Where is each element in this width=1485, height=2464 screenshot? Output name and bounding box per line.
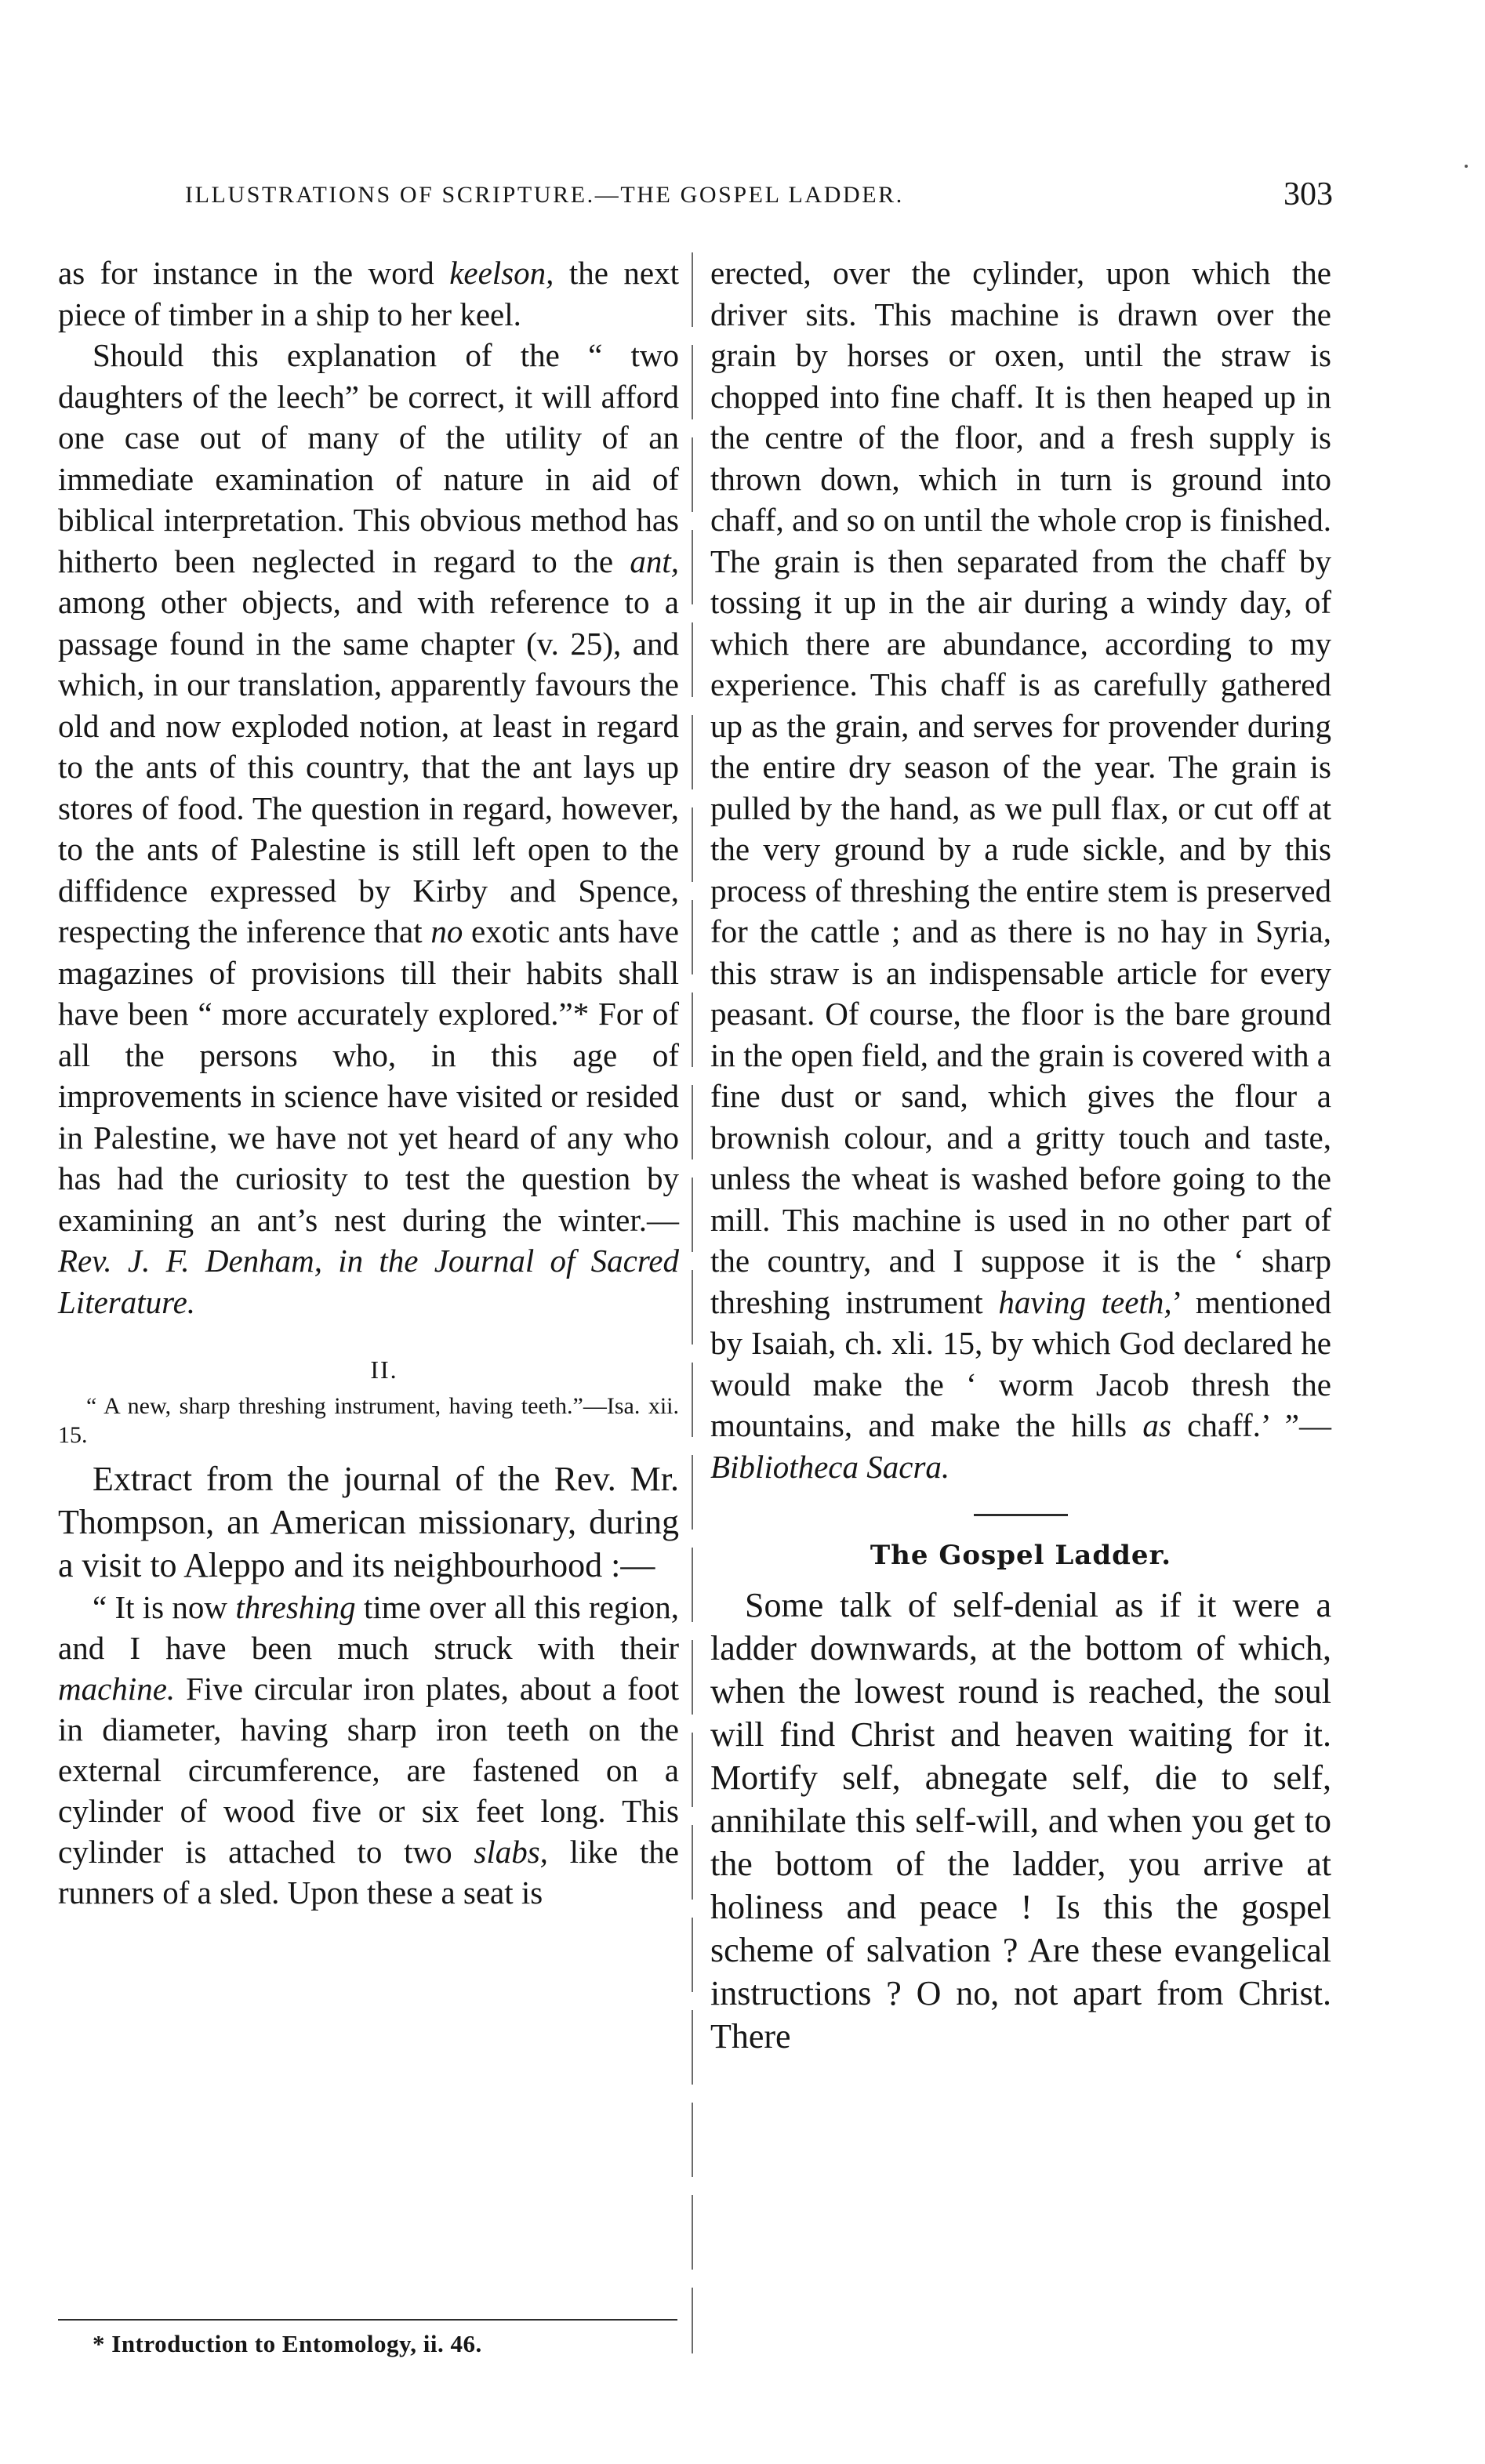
text-run: the next piece of timber in a ship to her keel. bbox=[58, 255, 679, 332]
footnote: * Introduction to Entomology, ii. 46. bbox=[93, 2330, 482, 2357]
italic-term-machine: machine. bbox=[58, 1671, 176, 1707]
footnote-rule bbox=[58, 2319, 677, 2321]
column-divider bbox=[692, 252, 693, 2353]
threshing-continuation-paragraph bbox=[710, 252, 1331, 1487]
italic-term-ant: ant, bbox=[630, 543, 679, 579]
italic-term-keelson: keelson, bbox=[449, 255, 554, 291]
text-run: among other objects, and with reference to a passage found in the same chapter (v. 25), and which, in our translation, apparently favours the old and now exploded notion, at least in regard to the ants of this country, that the ant lays up stores of food. The question in regard, however, to the ants of Palestine is still left open to the diffidence expressed by Kirby and Spence, respecting the inference that bbox=[58, 584, 679, 949]
text-run: erected, over the cylinder, upon which the driver sits. This machine is drawn over the grain by horses or oxen, until the straw is chopped into fine chaff. It is then heaped up in the centre of the floor, and a fresh supply is thrown down, which in turn is ground into chaff, and so on until the whole crop is finished. The grain is then separated from the chaff by tossing it up in the air during a windy day, of which there are abundance, according to my experience. This chaff is as carefully gathered up as the grain, and serves for provender during the entire dry season of the year. The grain is pulled by the hand, as we pull flax, or cut off at the very ground by a rude sickle, and by this process of threshing the entire stem is preserved for the cattle ; and as there is no hay in Syria, this straw is an indispensable article for every peasant. Of course, the floor is the bare ground in the open field, and the grain is covered with a fine dust or sand, which gives the flour a brownish colour, and a gritty touch and taste, unless the wheat is washed before going to the mill. This machine is used in no other part of the country, and I suppose it is the ‘ sharp threshing instrument bbox=[710, 255, 1331, 1320]
italic-term-threshing: threshing bbox=[235, 1589, 356, 1625]
italic-term-no: no bbox=[430, 913, 463, 949]
text-run: as for instance in the word bbox=[58, 255, 450, 291]
running-title: ILLUSTRATIONS OF SCRIPTURE.—THE GOSPEL LADDER. bbox=[185, 182, 904, 208]
italic-term-as: as bbox=[1142, 1407, 1171, 1443]
section-number: II. bbox=[370, 1355, 398, 1384]
right-column bbox=[710, 252, 1331, 2058]
text-run: time over all this region, and I have been much struck with their bbox=[58, 1589, 679, 1666]
text-run: exotic ants have magazines of provisions till their habits shall have been “ more accurately explored.”* For of all the persons who, in this age of improvements in science have visited or resided in Palestine, we have not yet heard of any who has had the curiosity to test the question by examining an ant’s nest during the winter.— bbox=[58, 913, 679, 1238]
threshing-paragraph bbox=[58, 1587, 679, 1913]
text-run: chaff.’ ”— bbox=[1171, 1407, 1331, 1443]
page-number: 303 bbox=[1283, 176, 1333, 212]
italic-term-having-teeth: having teeth, bbox=[998, 1283, 1172, 1320]
text-run: “ It is now bbox=[93, 1589, 236, 1625]
text-run: ’ mentioned by Isaiah, ch. xli. 15, by which God declared he would make the ‘ worm Jacob thresh the mountains, and make the hills bbox=[710, 1283, 1331, 1443]
gospel-ladder-paragraph: Some talk of self-denial as if it were a ladder downwards, at the bottom of which, when the lowest round is reached, the soul will find Christ and heaven waiting for it. Mortify self, abnegate self, die to self, annihilate this self-will, and when you get to the bottom of the ladder, you arrive at holiness and peace ! Is this the gospel scheme of salvation ? Are these evangelical instructions ? O no, not apart from Christ. There bbox=[710, 1586, 1331, 2056]
epigraph: “ A new, sharp threshing instrument, having teeth.”—Isa. xii. 15. bbox=[58, 1393, 679, 1448]
text-run: Should this explanation of the “ two daughters of the leech” be correct, it will afford one case out of many of the utility of an immediate examination of nature in aid of biblical interpretation. This obvious method has hitherto been neglected in regard to the bbox=[58, 337, 679, 579]
source-citation: Bibliotheca Sacra. bbox=[710, 1448, 950, 1485]
ant-paragraph bbox=[58, 335, 679, 1323]
text-run: Five circular iron plates, about a foot in diameter, having sharp iron teeth on the external circumference, are fastened on a cylinder of wood five or six feet long. This cylinder is attached to two bbox=[58, 1671, 679, 1870]
section-heading: The Gospel Ladder. bbox=[870, 1540, 1172, 1571]
margin-speck bbox=[1465, 165, 1468, 168]
extract-intro-paragraph: Extract from the journal of the Rev. Mr. Thompson, an American missionary, during a visit to Aleppo and its neighbourhood :— bbox=[58, 1460, 679, 1584]
running-head bbox=[185, 174, 1333, 221]
text-run: like the runners of a sled. Upon these a seat is bbox=[58, 1834, 679, 1911]
italic-term-slabs: slabs, bbox=[474, 1834, 548, 1870]
left-column bbox=[58, 252, 679, 1913]
keelson-paragraph bbox=[58, 252, 679, 335]
source-citation: Rev. J. F. Denham, in the Journal of Sacred Literature. bbox=[58, 1243, 679, 1320]
section-separator-rule bbox=[974, 1514, 1068, 1516]
